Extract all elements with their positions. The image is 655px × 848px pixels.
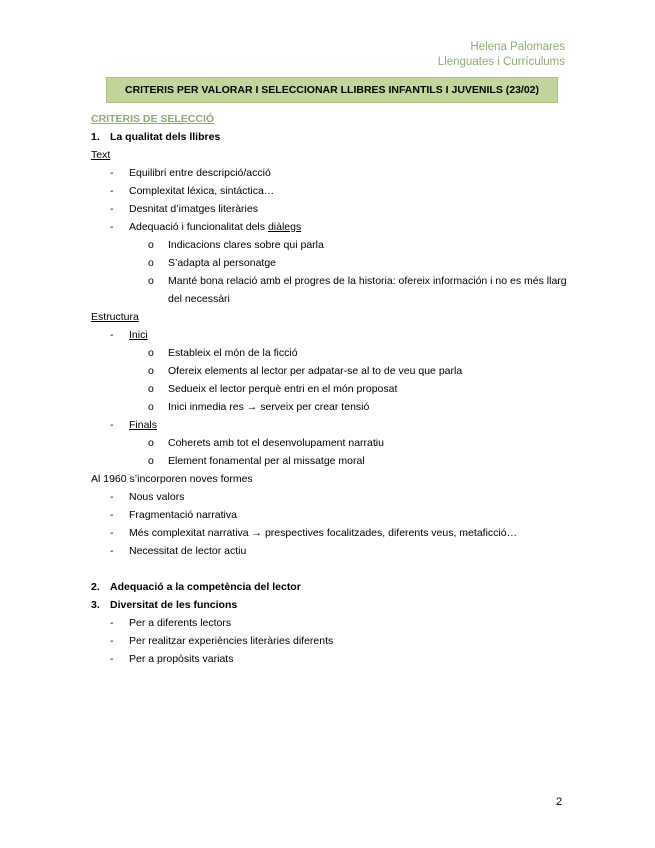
page-header xyxy=(438,40,565,70)
list-item-text: prespectives focalitzades, diferents veus, metaficció… xyxy=(262,527,518,539)
dash-marker: - xyxy=(110,329,114,341)
circle-marker: o xyxy=(148,347,154,359)
list-item xyxy=(91,200,571,218)
sub-list-item-text: Ofereix elements al lector per adpatar-se al to de veu que parla xyxy=(168,365,463,377)
list-item-text: Per realitzar experiències literàries diferents xyxy=(129,635,334,647)
circle-marker: o xyxy=(148,257,154,269)
sub-list-item-text: serveix per crear tensió xyxy=(257,401,370,413)
section-title: CRITERIS DE SELECCIÓ xyxy=(91,113,215,125)
list-item xyxy=(91,506,571,524)
sub-list-item xyxy=(91,254,571,272)
sub-list-item-text: S’adapta al personatge xyxy=(168,257,276,269)
sub-list-item xyxy=(91,236,571,254)
author-name: Helena Palomares xyxy=(470,41,565,53)
list-item-text: Per a propòsits variats xyxy=(129,653,234,665)
list-item xyxy=(91,542,571,560)
list-item xyxy=(91,182,571,200)
sub-list-item-text: Coherets amb tot el desenvolupament narratiu xyxy=(168,437,384,449)
circle-marker: o xyxy=(148,401,154,413)
arrow-right-icon: → xyxy=(251,527,263,539)
criterion-3 xyxy=(91,596,571,614)
list-item xyxy=(91,164,571,182)
sub-list-item-text: Estableix el món de la ficció xyxy=(168,347,298,359)
structure-heading: Estructura xyxy=(91,311,139,323)
finals-label: Finals xyxy=(129,419,158,431)
sub-list-item xyxy=(91,362,571,380)
criterion-2-label: Adequació a la competència del lector xyxy=(110,581,301,593)
document-body xyxy=(91,110,571,668)
circle-marker: o xyxy=(148,383,154,395)
list-item-text: Més complexitat narrativa xyxy=(129,527,252,539)
list-item xyxy=(91,326,571,344)
sub-list-item-text: Inici inmedia res xyxy=(168,401,247,413)
list-item xyxy=(91,488,571,506)
list-item-text: Adequació i funcionalitat dels xyxy=(129,221,268,233)
dash-marker: - xyxy=(110,509,114,521)
list-item xyxy=(91,614,571,632)
page-number: 2 xyxy=(556,796,563,808)
list-item-text: Desnitat d’imatges literàries xyxy=(129,203,258,215)
dash-marker: - xyxy=(110,221,114,233)
list-item-text: Necessitat de lector actiu xyxy=(129,545,247,557)
dash-marker: - xyxy=(110,545,114,557)
circle-marker: o xyxy=(148,275,154,287)
dash-marker: - xyxy=(110,491,114,503)
document-title xyxy=(106,77,558,103)
list-item-text: Per a diferents lectors xyxy=(129,617,232,629)
sub-list-item-text: Indicacions clares sobre qui parla xyxy=(168,239,324,251)
list-item xyxy=(91,416,571,434)
list-item-text: Equilibri entre descripció/acció xyxy=(129,167,271,179)
dash-marker: - xyxy=(110,203,114,215)
criterion-1-label: La qualitat dels llibres xyxy=(110,131,221,143)
list-item xyxy=(91,218,571,236)
circle-marker: o xyxy=(148,455,154,467)
criterion-3-label: Diversitat de les funcions xyxy=(110,599,238,611)
dash-marker: - xyxy=(110,617,114,629)
sub-list-item xyxy=(91,344,571,362)
dialegs-term: diàlegs xyxy=(267,221,302,233)
dash-marker: - xyxy=(110,635,114,647)
criterion-2 xyxy=(91,578,571,596)
dash-marker: - xyxy=(110,653,114,665)
sub-list-item-text: Manté bona relació amb el progres de la historia: ofereix información i no es més llarg del necessàri xyxy=(168,275,567,305)
dash-marker: - xyxy=(110,167,114,179)
sub-list-item xyxy=(91,380,571,398)
circle-marker: o xyxy=(148,239,154,251)
list-item xyxy=(91,632,571,650)
list-item xyxy=(91,650,571,668)
criterion-3-number: 3. xyxy=(91,599,100,611)
list-item-text: Fragmentació narrativa xyxy=(129,509,237,521)
sub-list-item-text: Sedueix el lector perquè entri en el món proposat xyxy=(168,383,398,395)
al1960-paragraph: Al 1960 s’incorporen noves formes xyxy=(91,473,253,485)
dash-marker: - xyxy=(110,419,114,431)
criterion-1-number: 1. xyxy=(91,131,100,143)
dash-marker: - xyxy=(110,527,114,539)
sub-list-item xyxy=(91,452,571,470)
inici-label: Inici xyxy=(129,329,148,341)
sub-list-item xyxy=(91,398,571,416)
sub-list-item xyxy=(91,272,571,308)
list-item-text: Complexitat léxica, sintáctica… xyxy=(129,185,275,197)
sub-list-item xyxy=(91,434,571,452)
circle-marker: o xyxy=(148,365,154,377)
sub-list-item-text: Element fonamental per al missatge moral xyxy=(168,455,365,467)
text-heading: Text xyxy=(91,149,111,161)
circle-marker: o xyxy=(148,437,154,449)
criterion-2-number: 2. xyxy=(91,581,100,593)
document-title-text: CRITERIS PER VALORAR I SELECCIONAR LLIBRES INFANTILS I JUVENILS (23/02) xyxy=(124,84,540,96)
list-item-text: Nous valors xyxy=(129,491,185,503)
arrow-right-icon: → xyxy=(246,401,258,413)
list-item xyxy=(91,524,571,542)
spacer xyxy=(91,560,571,578)
dash-marker: - xyxy=(110,185,114,197)
course-name: Llenguates i Currículums xyxy=(437,56,565,68)
criterion-1 xyxy=(91,128,571,146)
